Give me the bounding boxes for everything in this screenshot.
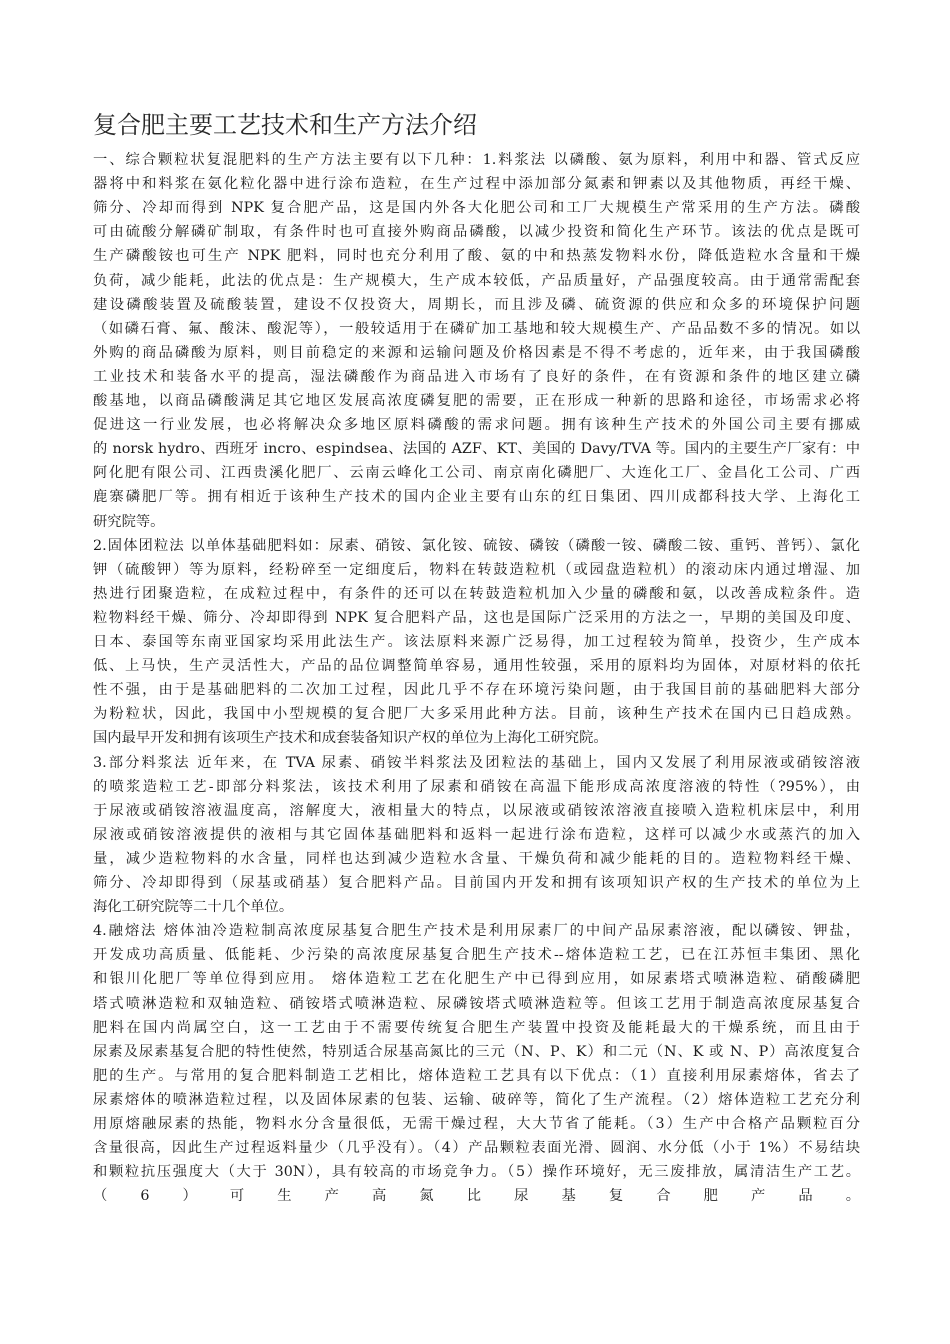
text-line: 外购的商品磷酸为原料，则目前稳定的来源和运输问题及价格因素是不得不考虑的，近年来，由于我国磷酸	[93, 344, 860, 361]
text-line: 可由硫酸分解磷矿制取，有条件时也可直接外购商品磷酸，以减少投资和简化生产环节。该法的优点是既可	[93, 224, 860, 241]
text-line: 性不强，由于是基础肥料的二次加工过程，因此几乎不存在环境污染问题，由于我国目前的基础肥料大部分	[93, 682, 860, 699]
text-line: 2.固体团粒法 以单体基础肥料如：尿素、硝铵、氯化铵、硫铵、磷铵（磷酸一铵、磷酸二铵、重钙、普钙）、氯化	[93, 537, 860, 554]
text-line: 用原熔融尿素的热能，物料水分含量很低，无需干燥过程，大大节省了能耗。（3）生产中合格产品颗粒百分	[93, 1116, 860, 1132]
text-line: 于尿液或硝铵溶液温度高，溶解度大，液相量大的特点，以尿液或硝铵浓溶液直接喷入造粒机床层中，利用	[93, 802, 860, 819]
text-line: 酸基地，以商品磷酸满足其它地区发展高浓度磷复肥的需要，正在形成一种新的思路和途径，市场需求必将	[93, 393, 860, 409]
text-line: 低、上马快，生产灵活性大，产品的品位调整简单容易，通用性较强，采用的原料均为固体，对原材料的依托	[93, 658, 860, 675]
text-line: （6）可生产高氮比尿基复合肥产品。	[93, 1188, 860, 1205]
text-line: 筛分、冷却即得到（尿基或硝基）复合肥料产品。目前国内开发和拥有该项知识产权的生产技术的单位为上	[93, 875, 860, 891]
text-line: 尿素熔体的喷淋造粒过程，以及固体尿素的包装、运输、破碎等，简化了生产流程。（2）熔体造粒工艺充分利	[93, 1091, 860, 1108]
text-line: 日本、泰国等东南亚国家均采用此法生产。该法原料来源广泛易得，加工过程较为简单，投资少，生产成本	[93, 634, 860, 650]
text-line: 海化工研究院等二十几个单位。	[93, 899, 294, 916]
text-line: 生产磷酸铵也可生产 NPK 肥料，同时也充分利用了酸、氨的中和热蒸发物料水份，降低造粒水含量和干燥	[93, 248, 860, 265]
text-line: 筛分、冷却而得到 NPK 复合肥产品，这是国内外各大化肥公司和工厂大规模生产常采用的生产方法。磷酸	[93, 200, 860, 217]
text-line: 阿化肥有限公司、江西贵溪化肥厂、云南云峰化工公司、南京南化磷肥厂、大连化工厂、金昌化工公司、广西	[93, 465, 860, 482]
text-line: 工业技术和装备水平的提高，湿法磷酸作为商品进入市场有了良好的条件，在有资源和条件的地区建立磷	[93, 368, 860, 385]
text-line: 开发成功高质量、低能耗、少污染的高浓度尿基复合肥生产技术--熔体造粒工艺，已在江苏恒丰集团、黑化	[93, 947, 860, 964]
text-line: 促进这一行业发展，也必将解决众多地区原料磷酸的需求问题。拥有该种生产技术的外国公司主要有挪威	[93, 417, 860, 434]
text-line: 一、综合颗粒状复混肥料的生产方法主要有以下几种：1.料浆法 以磷酸、氨为原料，利用中和器、管式反应	[93, 152, 860, 168]
text-line: 量，减少造粒物料的水含量，同样也达到减少造粒水含量、干燥负荷和减少能耗的目的。造粒物料经干燥、	[93, 850, 860, 867]
page-title: 复合肥主要工艺技术和生产方法介绍	[93, 111, 477, 139]
text-line: 研究院等。	[93, 513, 165, 530]
text-line: （如磷石膏、氟、酸沫、酸泥等），一般较适用于在磷矿加工基地和较大规模生产、产品品数不多的情况。如以	[93, 320, 860, 337]
text-line: 的喷浆造粒工艺-即部分料浆法，该技术利用了尿素和硝铵在高温下能形成高浓度溶液的特性（?95%），由	[93, 778, 860, 795]
text-line: 鹿寨磷肥厂等。拥有相近于该种生产技术的国内企业主要有山东的红日集团、四川成都科技大学、上海化工	[93, 489, 860, 506]
text-line: 含量很高，因此生产过程返料量少（几乎没有）。（4）产品颗粒表面光滑、圆润、水分低（小于 1%）不易结块	[93, 1140, 860, 1157]
text-line: 肥的生产。与常用的复合肥料制造工艺相比，熔体造粒工艺具有以下优点：（1）直接利用尿素熔体，省去了	[93, 1067, 860, 1084]
text-line: 塔式喷淋造粒和双轴造粒、硝铵塔式喷淋造粒、尿磷铵塔式喷淋造粒等。但该工艺用于制造高浓度尿基复合	[93, 995, 860, 1012]
text-line: 肥料在国内尚属空白，这一工艺由于不需要传统复合肥生产装置中投资及能耗最大的干燥系统，而且由于	[93, 1019, 860, 1036]
text-line: 尿素及尿素基复合肥的特性使然，特别适合尿基高氮比的三元（N、P、K）和二元（N、K 或 N、P）高浓度复合	[93, 1043, 860, 1060]
text-line: 尿液或硝铵溶液提供的液相与其它固体基础肥料和返料一起进行涂布造粒，这样可以减少水或蒸汽的加入	[93, 826, 860, 843]
text-line: 3.部分料浆法 近年来，在 TVA 尿素、硝铵半料浆法及团粒法的基础上，国内又发展了利用尿液或硝铵溶液	[93, 754, 860, 771]
text-line: 器将中和料浆在氨化粒化器中进行涂布造粒，在生产过程中添加部分氮素和钾素以及其他物质，再经干燥、	[93, 176, 860, 193]
text-line: 的 norsk hydro、西班牙 incro、espindsea、法国的 AZF、KT、美国的 Davy/TVA 等。国内的主要生产厂家有：中	[93, 441, 860, 458]
text-line: 负荷，减少能耗，此法的优点是：生产规模大，生产成本较低，产品质量好，产品强度较高。由于通常需配套	[93, 272, 860, 289]
text-line: 为粉粒状，因此，我国中小型规模的复合肥厂大多采用此种方法。目前，该种生产技术在国内已日趋成熟。	[93, 706, 860, 723]
text-line: 和银川化肥厂等单位得到应用。 熔体造粒工艺在化肥生产中已得到应用，如尿素塔式喷淋造粒、硝酸磷肥	[93, 971, 860, 988]
text-line: 粒物料经干燥、筛分、冷却即得到 NPK 复合肥料产品，这也是国际广泛采用的方法之一，早期的美国及印度、	[93, 609, 860, 626]
text-line: 和颗粒抗压强度大（大于 30N），具有较高的市场竞争力。（5）操作环境好，无三废排放，属清洁生产工艺。	[93, 1164, 860, 1181]
text-line: 钾（硫酸钾）等为原料，经粉碎至一定细度后，物料在转鼓造粒机（或园盘造粒机）的滚动床内通过增湿、加	[93, 561, 860, 578]
text-line: 国内最早开发和拥有该项生产技术和成套装备知识产权的单位为上海化工研究院。	[93, 730, 608, 747]
text-line: 4.融熔法 熔体油冷造粒制高浓度尿基复合肥生产技术是利用尿素厂的中间产品尿素溶液，配以磷铵、钾盐，	[93, 923, 860, 940]
text-line: 建设磷酸装置及硫酸装置，建设不仅投资大，周期长，而且涉及磷、硫资源的供应和众多的环境保护问题	[93, 296, 860, 313]
text-line: 热进行团聚造粒，在成粒过程中，有条件的还可以在转鼓造粒机加入少量的磷酸和氨，以改善成粒条件。造	[93, 585, 860, 602]
